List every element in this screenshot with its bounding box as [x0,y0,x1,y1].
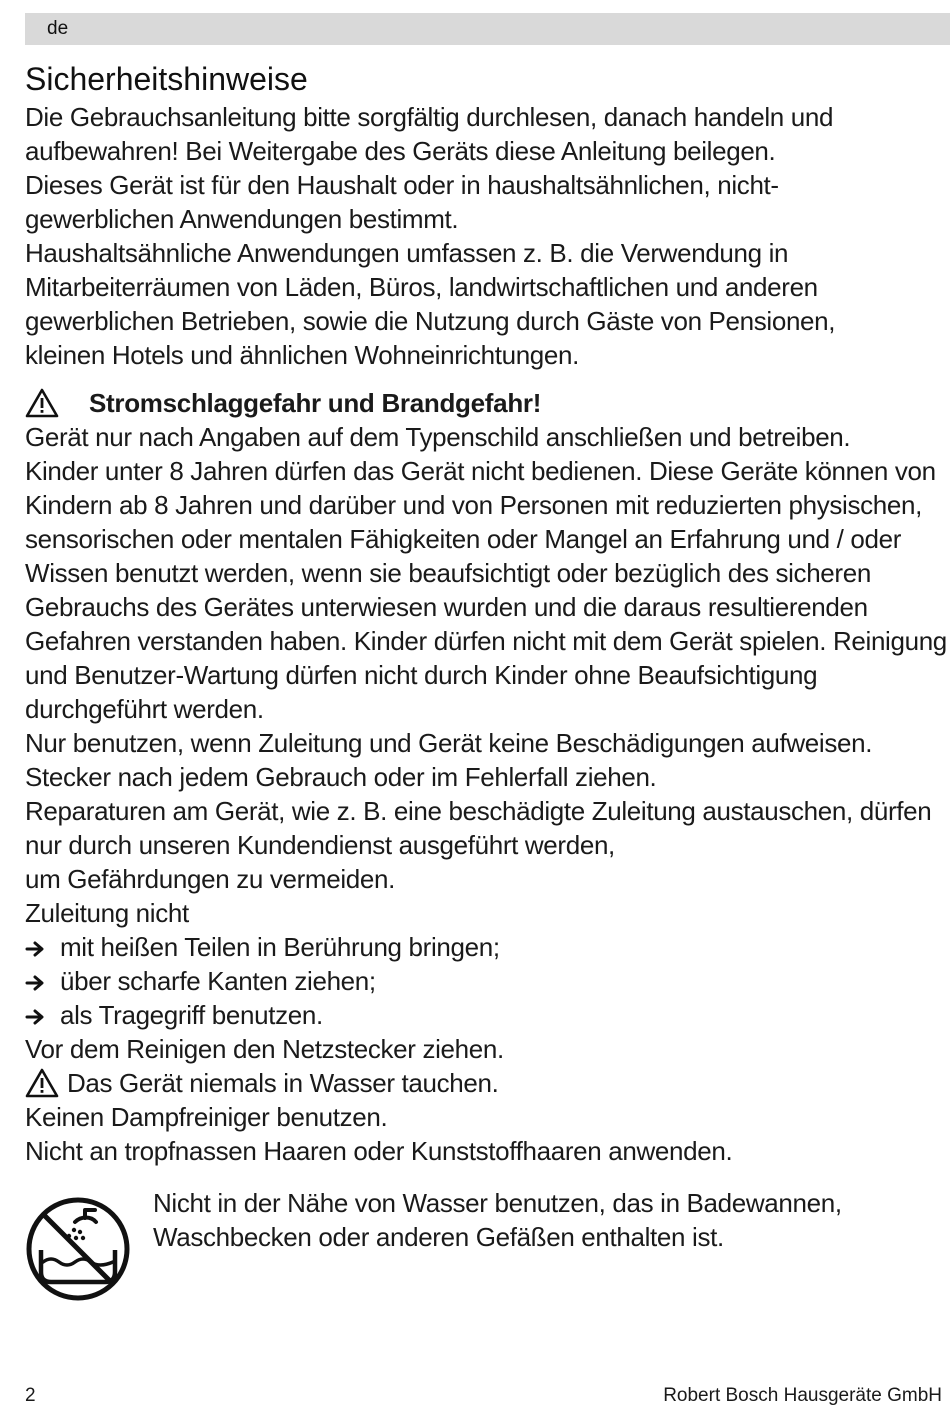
no-bathtub-icon [25,1196,131,1302]
cord-bullet-list [25,930,950,1032]
unplug-note: Vor dem Reinigen den Netzstecker ziehen. [25,1034,504,1064]
warning-paragraph: Nur benutzen, wenn Zuleitung und Gerät keine Beschädigungen aufweisen. Stecker nach jedem Gebrauch oder im Fehlerfall ziehen. [25,728,873,792]
language-code: de [47,18,69,39]
list-item-text: als Tragegriff benutzen. [60,1000,323,1030]
warning-paragraph: Reparaturen am Gerät, wie z. B. eine beschädigte Zuleitung austauschen, dürfen nur durch unseren Kundendienst ausgeführt werden, um Gefährdungen zu vermeiden. [25,796,932,894]
bath-note: Nicht in der Nähe von Wasser benutzen, das in Badewannen, Waschbecken oder anderen Gefäßen enthalten ist. [153,1188,842,1252]
hair-note: Nicht an tropfnassen Haaren oder Kunststoffhaaren anwenden. [25,1136,733,1166]
page-content [25,58,950,1302]
arrow-right-icon [25,974,47,992]
intro-paragraph: Die Gebrauchsanleitung bitte sorgfältig durchlesen, danach handeln und aufbewahren! Bei Weitergabe des Geräts diese Anleitung beilegen. [25,102,834,166]
language-bar [25,13,950,45]
warning-triangle-icon [25,388,59,418]
list-item [25,998,950,1032]
warning-paragraph: Gerät nur nach Angaben auf dem Typenschild anschließen und betreiben. [25,422,851,452]
warning-paragraph: Kinder unter 8 Jahren dürfen das Gerät nicht bedienen. Diese Geräte können von Kindern ab 8 Jahren und darüber und von Personen mit reduzierten physischen, sensorischen oder mentalen Fähigkeiten oder Mangel an Erfahrung und / oder Wissen benutzt werden, wenn sie beaufsichtigt oder bezüglich des sicheren Gebrauchs des Gerätes unterwiesen wurden und die daraus resultierenden Gefahren verstanden haben. Kinder dürfen nicht mit dem Gerät spielen. Reinigung und Benutzer-Wartung dürfen nicht durch Kinder ohne Beaufsichtigung durchgeführt werden. [25,456,947,724]
intro-block [25,100,950,372]
arrow-right-icon [25,940,47,958]
list-item-text: mit heißen Teilen in Berührung bringen; [60,932,500,962]
warning-paragraph: Zuleitung nicht [25,898,189,928]
water-warning [25,1066,950,1100]
company-name: Robert Bosch Hausgeräte GmbH [663,1385,942,1406]
warning-heading [25,386,950,420]
bath-text-block [153,1186,842,1302]
warning-triangle-icon [25,1068,59,1098]
intro-paragraph: Dieses Gerät ist für den Haushalt oder in haushaltsähnlichen, nicht- gewerblichen Anwendungen bestimmt. [25,170,779,234]
warning-title: Stromschlaggefahr und Brandgefahr! [89,387,542,418]
section-title: Sicherheitshinweise [25,61,308,97]
list-item-text: über scharfe Kanten ziehen; [60,966,376,996]
bath-warning [25,1186,950,1302]
list-item [25,930,950,964]
intro-paragraph: Haushaltsähnliche Anwendungen umfassen z. B. die Verwendung in Mitarbeiterräumen von Läden, Büros, landwirtschaftlichen und anderen gewerblichen Betrieben, sowie die Nutzung durch Gäste von Pensionen, kleinen Hotels und ähnlichen Wohneinrichtungen. [25,238,836,370]
page-number: 2 [25,1385,36,1406]
list-item [25,964,950,998]
water-warning-text: Das Gerät niemals in Wasser tauchen. [67,1068,499,1098]
warning-body [25,420,950,930]
steam-note: Keinen Dampfreiniger benutzen. [25,1102,388,1132]
arrow-right-icon [25,1008,47,1026]
